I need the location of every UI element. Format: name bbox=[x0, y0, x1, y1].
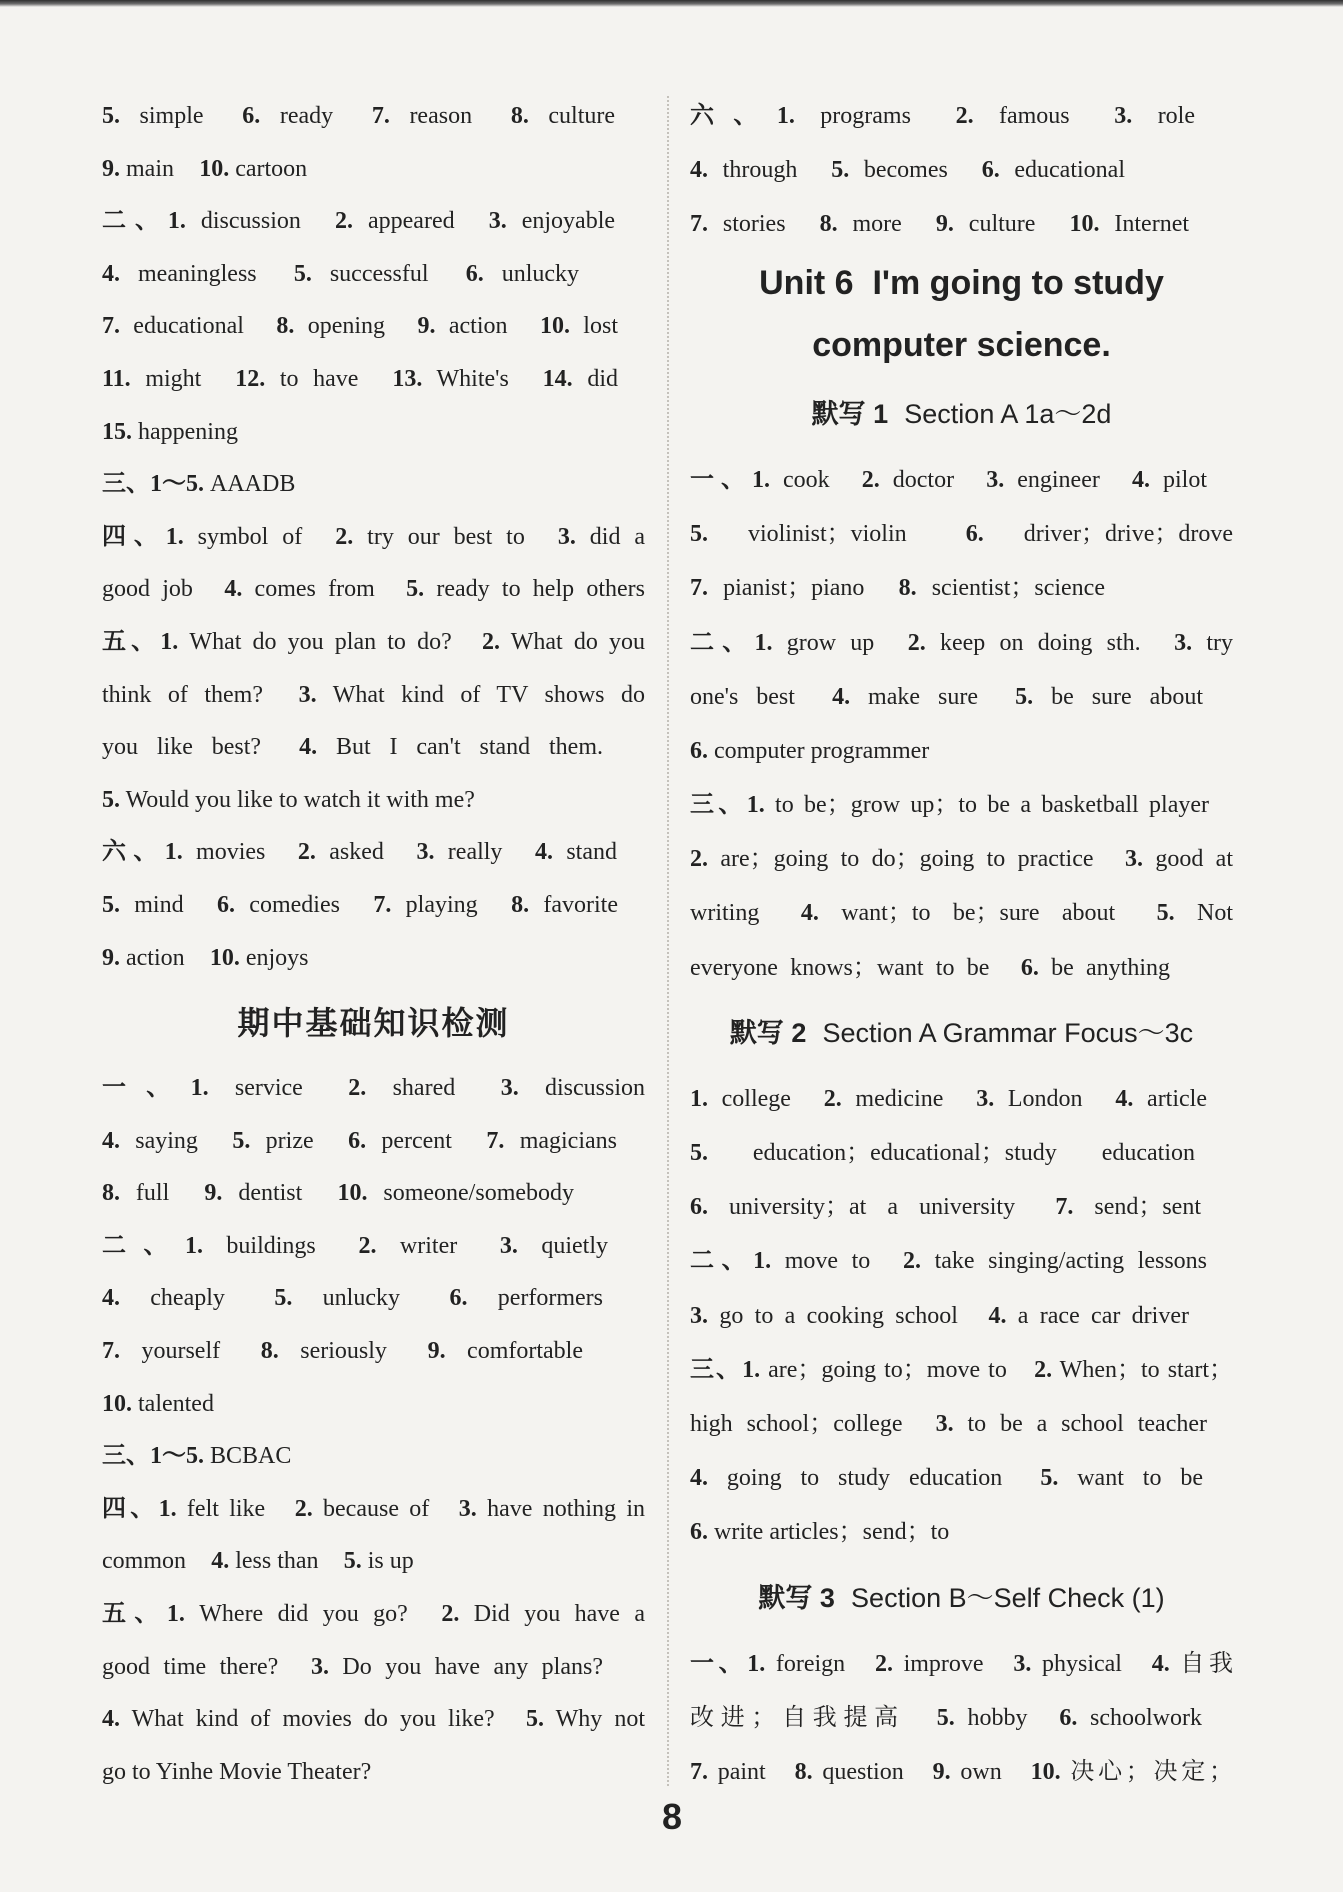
item-number: 5. bbox=[343, 1548, 362, 1575]
page-number: 8 bbox=[661, 1796, 683, 1837]
item-number: 2. bbox=[861, 466, 880, 493]
answer-line: 5. simple 6. ready 7. reason 8. culture bbox=[102, 103, 616, 129]
answer-line: 二、1. discussion 2. appeared 3. enjoyable bbox=[102, 208, 616, 235]
item-number: 2. bbox=[482, 628, 501, 655]
item-number: 8. bbox=[819, 211, 838, 238]
item-number: 10. bbox=[540, 313, 570, 340]
item-number: 6. bbox=[981, 157, 1000, 184]
answer-line: 三、1. are；going to；move to 2. When；to start； bbox=[690, 1356, 1233, 1383]
item-number: 四、1. bbox=[102, 523, 184, 550]
item-number: 5. bbox=[1015, 683, 1034, 710]
item-number: 三、1. bbox=[690, 1356, 761, 1383]
answer-line: 二、1. grow up 2. keep on doing sth. 3. try bbox=[690, 629, 1233, 656]
item-number: 8. bbox=[898, 575, 917, 602]
item-number: 5. bbox=[525, 1706, 544, 1733]
item-number: 五、1. bbox=[102, 1601, 185, 1628]
item-number: 10. bbox=[209, 944, 240, 971]
column-divider bbox=[667, 96, 669, 1786]
answer-line: 5. Would you like to watch it with me? bbox=[102, 786, 475, 813]
answer-line: 3. go to a cooking school 4. a race car driver bbox=[690, 1302, 1189, 1329]
answer-line: 9. action 10. enjoys bbox=[102, 944, 309, 971]
answer-line: 五、1. What do you plan to do? 2. What do you bbox=[102, 628, 645, 655]
item-number: 3. bbox=[986, 466, 1005, 493]
answer-line: 六、1. programs 2. famous 3. role bbox=[690, 103, 1196, 129]
item-number: 7. bbox=[690, 1758, 708, 1785]
answer-line: common 4. less than 5. is up bbox=[102, 1548, 414, 1575]
item-number: 4. bbox=[102, 1706, 120, 1733]
right-column bbox=[690, 89, 1233, 1799]
item-number: 6. bbox=[465, 260, 484, 287]
item-number: 9. bbox=[935, 211, 954, 238]
item-number: 6. bbox=[1059, 1704, 1078, 1731]
item-number: 3. bbox=[416, 839, 435, 866]
answer-line: think of them? 3. What kind of TV shows do bbox=[102, 681, 645, 708]
item-number: 9. bbox=[204, 1180, 223, 1207]
item-number: 六、1. bbox=[102, 839, 183, 866]
item-number: 4. bbox=[1115, 1085, 1134, 1112]
answer-line: 三、1～5. AAADB bbox=[102, 471, 296, 498]
answer-line: 15. happening bbox=[102, 418, 238, 445]
midterm-heading: 期中基础知识检测 bbox=[237, 1004, 510, 1043]
answer-line: one's best 4. make sure 5. be sure about bbox=[690, 683, 1203, 710]
item-number: 3. bbox=[690, 1302, 708, 1329]
item-number: 二、1. bbox=[690, 629, 773, 656]
item-number: 12. bbox=[235, 365, 266, 392]
answer-line: you like best? 4. But I can't stand them. bbox=[102, 734, 603, 761]
item-number: 4. bbox=[1132, 466, 1151, 493]
item-number: 6. bbox=[217, 891, 236, 918]
item-number: 4. bbox=[1151, 1650, 1170, 1677]
item-number: 2. bbox=[294, 1495, 313, 1522]
item-number: 3. bbox=[557, 523, 576, 550]
answer-line: 4. going to study education 5. want to be bbox=[690, 1465, 1203, 1492]
answer-line: 8. full 9. dentist 10. someone/somebody bbox=[102, 1180, 575, 1207]
item-number: 10. bbox=[1069, 211, 1100, 238]
item-number: 11. bbox=[102, 365, 131, 392]
item-number: 7. bbox=[102, 1338, 120, 1365]
item-number: 2. bbox=[1034, 1356, 1053, 1383]
item-number: 10. bbox=[199, 155, 230, 182]
item-number: 2. bbox=[441, 1601, 460, 1628]
item-number: 5. bbox=[232, 1127, 251, 1154]
item-number: 3. bbox=[1114, 103, 1133, 129]
item-number: 3. bbox=[499, 1232, 518, 1259]
answer-line: go to Yinhe Movie Theater? bbox=[102, 1758, 372, 1785]
item-number: 3. bbox=[488, 208, 507, 235]
answer-line: 二、1. buildings 2. writer 3. quietly bbox=[102, 1232, 609, 1259]
answer-line: 改进；自我提高 5. hobby 6. schoolwork bbox=[690, 1704, 1203, 1731]
item-number: 5. bbox=[293, 260, 312, 287]
item-number: 二、1. bbox=[690, 1248, 772, 1275]
item-number: 2. bbox=[348, 1075, 367, 1102]
item-number: 7. bbox=[1055, 1194, 1074, 1221]
item-number: 3. bbox=[458, 1495, 477, 1522]
item-number: 5. bbox=[1156, 900, 1175, 927]
item-number: 9. bbox=[102, 944, 120, 971]
answer-line: 三、1. to be；grow up；to be a basketball player bbox=[690, 792, 1210, 819]
answer-line: 7. yourself 8. seriously 9. comfortable bbox=[102, 1338, 583, 1365]
answer-line: 6. write articles；send；to bbox=[690, 1519, 950, 1546]
item-number: 2. bbox=[335, 523, 354, 550]
item-number: 8. bbox=[102, 1180, 120, 1207]
item-number: 2. bbox=[297, 839, 316, 866]
answer-line: 1. college 2. medicine 3. London 4. article bbox=[690, 1085, 1207, 1112]
answer-line: 四、1. symbol of 2. try our best to 3. did a bbox=[102, 523, 645, 550]
item-number: 8. bbox=[510, 103, 529, 129]
item-number: 2. bbox=[955, 103, 974, 129]
item-number: 3. bbox=[500, 1075, 519, 1102]
answer-line: 4. meaningless 5. successful 6. unlucky bbox=[102, 260, 580, 287]
item-number: 4. bbox=[690, 1465, 708, 1492]
item-number: 3. bbox=[298, 681, 317, 708]
item-number: 4. bbox=[800, 900, 819, 927]
dictation-heading bbox=[690, 1560, 1233, 1637]
item-number: 4. bbox=[832, 683, 851, 710]
item-number: 6. bbox=[690, 1194, 708, 1221]
item-number: 2. bbox=[358, 1232, 377, 1259]
item-number: 9. bbox=[417, 313, 436, 340]
item-number: 9. bbox=[932, 1758, 951, 1785]
item-number: 3. bbox=[976, 1085, 995, 1112]
answer-line: 7. paint 8. question 9. own 10. 决心；决定； bbox=[690, 1758, 1233, 1785]
answer-line: 六、1. movies 2. asked 3. really 4. stand bbox=[102, 839, 617, 866]
item-number: 2. bbox=[823, 1085, 842, 1112]
answer-line: 5. violinist；violin 6. driver；drive；drove bbox=[690, 521, 1233, 548]
item-number: 5. bbox=[831, 157, 850, 184]
item-number: 7. bbox=[102, 313, 120, 340]
item-number: 8. bbox=[276, 313, 295, 340]
unit-title-line-2: computer science. bbox=[812, 325, 1111, 364]
answer-line: 2. are；going to do；going to practice 3. good at bbox=[690, 846, 1233, 873]
dictation-heading bbox=[690, 376, 1233, 453]
item-number: 6. bbox=[690, 1519, 708, 1546]
item-number: 5. bbox=[406, 576, 425, 603]
item-number: 6. bbox=[242, 103, 261, 129]
item-number: 5. bbox=[102, 103, 120, 129]
dictation-heading bbox=[690, 995, 1233, 1072]
item-number: 6. bbox=[690, 737, 708, 764]
answer-line: 一、1. foreign 2. improve 3. physical 4. 自我 bbox=[690, 1650, 1233, 1677]
item-number: 6. bbox=[348, 1127, 367, 1154]
item-number: 三、1. bbox=[690, 792, 765, 819]
answer-line: 4. through 5. becomes 6. educational bbox=[690, 157, 1125, 184]
answer-line: 10. talented bbox=[102, 1390, 214, 1417]
item-number: 14. bbox=[542, 365, 573, 392]
answer-line: 一、1. cook 2. doctor 3. engineer 4. pilot bbox=[690, 466, 1208, 493]
item-number: 7. bbox=[486, 1127, 505, 1154]
item-number: 2. bbox=[907, 629, 926, 656]
item-number: 7. bbox=[373, 891, 392, 918]
item-number: 8. bbox=[511, 891, 530, 918]
answer-line: 4. cheaply 5. unlucky 6. performers bbox=[102, 1285, 604, 1312]
item-number: 3. bbox=[1013, 1650, 1032, 1677]
dictation-label: 默写 1 bbox=[811, 398, 889, 429]
item-number: 4. bbox=[299, 734, 318, 761]
item-number: 3. bbox=[1125, 846, 1144, 873]
item-number: 2. bbox=[335, 208, 354, 235]
item-number: 9. bbox=[427, 1338, 446, 1365]
item-number: 六、1. bbox=[690, 103, 795, 129]
dictation-title: Section A Grammar Focus～3c bbox=[822, 1017, 1194, 1048]
item-number: 一、1. bbox=[690, 466, 770, 493]
answer-line: 4. saying 5. prize 6. percent 7. magicians bbox=[102, 1127, 617, 1154]
answer-line: 二、1. move to 2. take singing/acting lessons bbox=[690, 1248, 1208, 1275]
item-number: 6. bbox=[965, 521, 984, 548]
item-number: 四、1. bbox=[102, 1495, 177, 1522]
item-number: 5. bbox=[102, 891, 120, 918]
item-number: 4. bbox=[102, 260, 120, 287]
item-number: 8. bbox=[260, 1338, 279, 1365]
dictation-label: 默写 2 bbox=[729, 1017, 807, 1048]
item-number: 5. bbox=[690, 521, 708, 548]
answer-line: 三、1～5. BCBAC bbox=[102, 1443, 292, 1470]
item-number: 2. bbox=[903, 1248, 922, 1275]
dictation-label: 默写 3 bbox=[758, 1582, 835, 1613]
item-number: 10. bbox=[1030, 1758, 1061, 1785]
answer-line: 4. What kind of movies do you like? 5. Why not bbox=[102, 1706, 645, 1733]
dictation-title: Section B～Self Check (1) bbox=[851, 1582, 1165, 1613]
item-number: 5. bbox=[936, 1704, 955, 1731]
item-number: 二、1. bbox=[102, 1232, 203, 1259]
answer-line: 6. computer programmer bbox=[690, 737, 930, 764]
item-number: 3. bbox=[935, 1410, 954, 1437]
item-number: 5. bbox=[690, 1140, 708, 1167]
item-number: 9. bbox=[102, 155, 120, 182]
item-number: 2. bbox=[874, 1650, 893, 1677]
item-number: 7. bbox=[371, 103, 390, 129]
item-number: 三、1～5. bbox=[102, 1443, 204, 1470]
item-number: 6. bbox=[1020, 954, 1039, 981]
left-column bbox=[102, 90, 645, 1798]
answer-line: 9. main 10. cartoon bbox=[102, 155, 308, 182]
answer-line: 5. mind 6. comedies 7. playing 8. favorite bbox=[102, 891, 618, 918]
answer-line: 7. educational 8. opening 9. action 10. lost bbox=[102, 313, 618, 340]
answer-line: good job 4. comes from 5. ready to help others bbox=[102, 576, 645, 603]
item-number: 二、1. bbox=[102, 208, 186, 235]
item-number: 4. bbox=[102, 1127, 120, 1154]
item-number: 五、1. bbox=[102, 628, 179, 655]
answer-line: 6. university；at a university 7. send；sent bbox=[690, 1194, 1202, 1221]
item-number: 2. bbox=[690, 846, 708, 873]
answer-line: 5. education；educational；study education bbox=[690, 1140, 1195, 1167]
item-number: 一、1. bbox=[102, 1075, 209, 1102]
unit-title-line-1: Unit 6 I'm going to study bbox=[759, 263, 1164, 302]
item-number: 10. bbox=[102, 1390, 132, 1417]
item-number: 4. bbox=[534, 839, 553, 866]
item-number: 3. bbox=[310, 1653, 329, 1680]
answer-line: good time there? 3. Do you have any plans? bbox=[102, 1653, 603, 1680]
dictation-title: Section A 1a～2d bbox=[904, 398, 1112, 429]
item-number: 8. bbox=[794, 1758, 813, 1785]
answer-line: 7. stories 8. more 9. culture 10. Internet bbox=[690, 211, 1190, 238]
item-number: 3. bbox=[1174, 629, 1193, 656]
item-number: 5. bbox=[102, 786, 120, 813]
item-number: 5. bbox=[1040, 1465, 1059, 1492]
item-number: 4. bbox=[224, 576, 243, 603]
item-number: 1. bbox=[690, 1085, 708, 1112]
item-number: 4. bbox=[690, 157, 708, 184]
item-number: 7. bbox=[690, 211, 708, 238]
item-number: 10. bbox=[337, 1180, 368, 1207]
answer-line: 五、1. Where did you go? 2. Did you have a bbox=[102, 1601, 645, 1628]
answer-line: 四、1. felt like 2. because of 3. have nothing in bbox=[102, 1495, 645, 1522]
item-number: 15. bbox=[102, 418, 132, 445]
answer-line: 7. pianist；piano 8. scientist；science bbox=[690, 575, 1105, 602]
item-number: 5. bbox=[274, 1285, 293, 1312]
item-number: 4. bbox=[102, 1285, 120, 1312]
item-number: 一、1. bbox=[690, 1650, 766, 1677]
answer-line: high school；college 3. to be a school teacher bbox=[690, 1410, 1207, 1437]
item-number: 三、1～5. bbox=[102, 471, 204, 498]
answer-line: 11. might 12. to have 13. White's 14. did bbox=[102, 365, 618, 392]
item-number: 13. bbox=[392, 365, 423, 392]
item-number: 6. bbox=[449, 1285, 468, 1312]
answer-line: writing 4. want；to be；sure about 5. Not bbox=[690, 900, 1233, 927]
item-number: 4. bbox=[988, 1302, 1007, 1329]
answer-line: everyone knows；want to be 6. be anything bbox=[690, 954, 1171, 981]
scan-edge bbox=[0, 0, 1343, 7]
item-number: 7. bbox=[690, 575, 708, 602]
answer-line: 一、1. service 2. shared 3. discussion bbox=[102, 1075, 645, 1102]
item-number: 4. bbox=[211, 1548, 230, 1575]
